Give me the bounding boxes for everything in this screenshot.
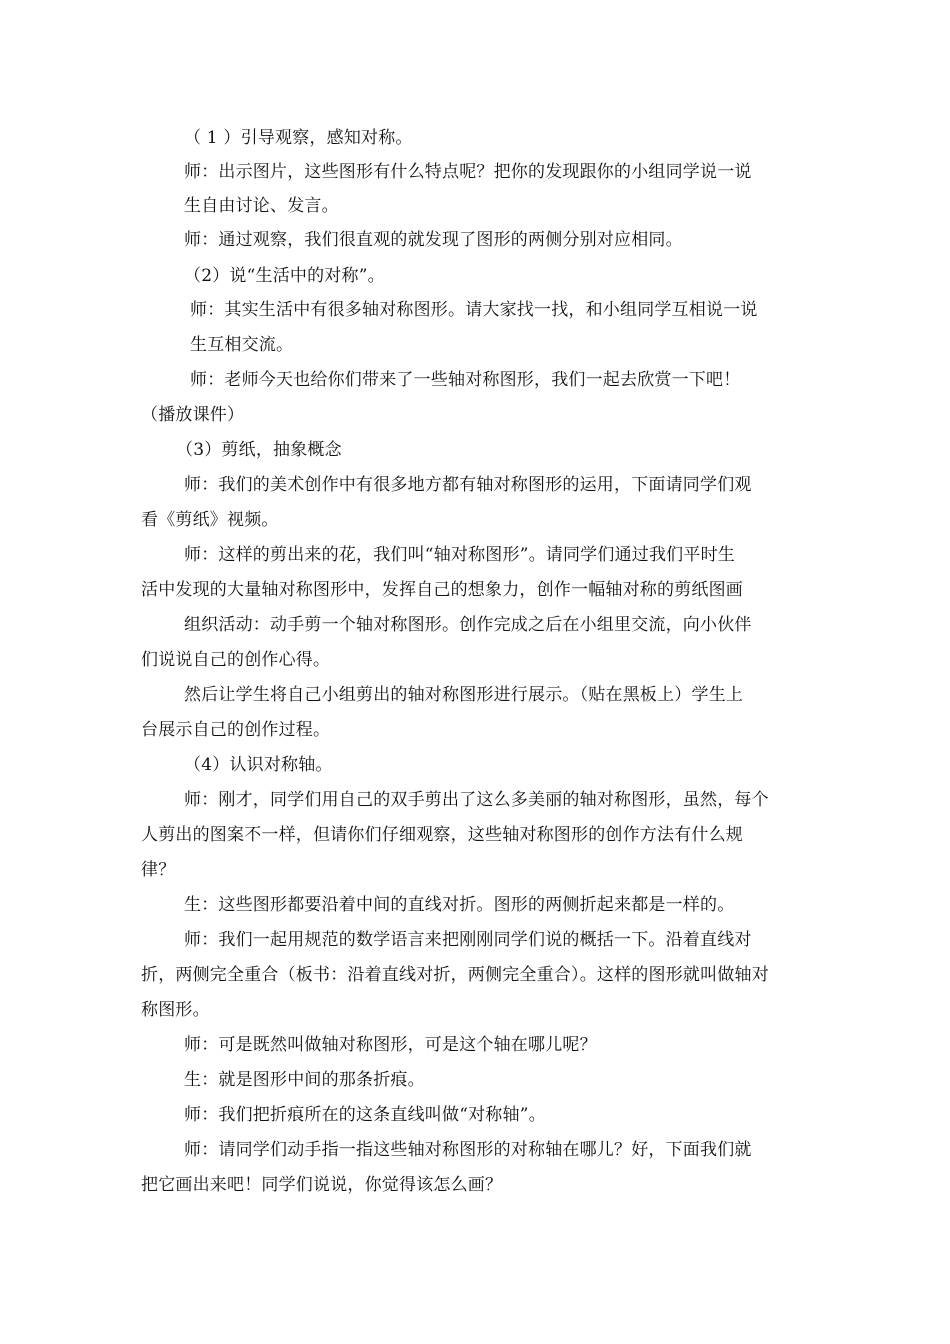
paragraph-line: 把它画出来吧！同学们说说，你觉得该怎么画？ <box>141 1175 503 1195</box>
paragraph-line: 人剪出的图案不一样，但请你们仔细观察，这些轴对称图形的创作方法有什么规 <box>141 825 743 845</box>
paragraph-line: 师：这样的剪出来的花，我们叫“轴对称图形”。请同学们通过我们平时生 <box>184 545 735 565</box>
paragraph-line: 生：这些图形都要沿着中间的直线对折。图形的两侧折起来都是一样的。 <box>184 895 735 915</box>
paragraph-line: （2）说“生活中的对称”。 <box>184 266 385 286</box>
section-heading: （3）剪纸，抽象概念 <box>176 440 342 460</box>
paragraph-line: （播放课件） <box>141 405 245 425</box>
paragraph-line: 生：就是图形中间的那条折痕。 <box>184 1070 425 1090</box>
paragraph-line: 师：刚才，同学们用自己的双手剪出了这么多美丽的轴对称图形，虽然，每个 <box>184 790 769 810</box>
paragraph-line: 师：通过观察，我们很直观的就发现了图形的两侧分别对应相同。 <box>184 230 683 250</box>
paragraph-line: 师：其实生活中有很多轴对称图形。请大家找一找，和小组同学互相说一说 <box>190 300 758 320</box>
paragraph-line: 称图形。 <box>141 1000 210 1020</box>
paragraph-line: 组织活动：动手剪一个轴对称图形。创作完成之后在小组里交流，向小伙伴 <box>184 615 752 635</box>
paragraph-line: 生互相交流。 <box>190 335 294 355</box>
section-heading: （4）认识对称轴。 <box>184 755 333 775</box>
paragraph-line: 师：可是既然叫做轴对称图形，可是这个轴在哪儿呢？ <box>184 1035 597 1055</box>
paragraph-line: 看《剪纸》视频。 <box>141 510 279 530</box>
paragraph-line: 师：我们把折痕所在的这条直线叫做“对称轴”。 <box>184 1105 546 1125</box>
paragraph-line: 生自由讨论、发言。 <box>184 196 339 216</box>
paragraph-line: 师：我们一起用规范的数学语言来把刚刚同学们说的概括一下。沿着直线对 <box>184 930 752 950</box>
paragraph-line: 律？ <box>141 860 176 880</box>
paragraph-line: （ 1 ）引导观察，感知对称。 <box>184 128 413 148</box>
paragraph-line: 师：请同学们动手指一指这些轴对称图形的对称轴在哪儿？好，下面我们就 <box>184 1140 752 1160</box>
paragraph-line: 台展示自己的创作过程。 <box>141 720 331 740</box>
paragraph-line: 师：我们的美术创作中有很多地方都有轴对称图形的运用，下面请同学们观 <box>184 475 752 495</box>
paragraph-line: 师：老师今天也给你们带来了一些轴对称图形，我们一起去欣赏一下吧！ <box>190 370 741 390</box>
paragraph-line: 然后让学生将自己小组剪出的轴对称图形进行展示。（贴在黑板上）学生上 <box>184 685 744 705</box>
paragraph-line: 师：出示图片，这些图形有什么特点呢？把你的发现跟你的小组同学说一说 <box>184 162 752 182</box>
paragraph-line: 折，两侧完全重合（板书：沿着直线对折，两侧完全重合）。这样的图形就叫做轴对 <box>141 965 769 985</box>
paragraph-line: 活中发现的大量轴对称图形中，发挥自己的想象力，创作一幅轴对称的剪纸图画 <box>141 580 743 600</box>
paragraph-line: 们说说自己的创作心得。 <box>141 650 331 670</box>
